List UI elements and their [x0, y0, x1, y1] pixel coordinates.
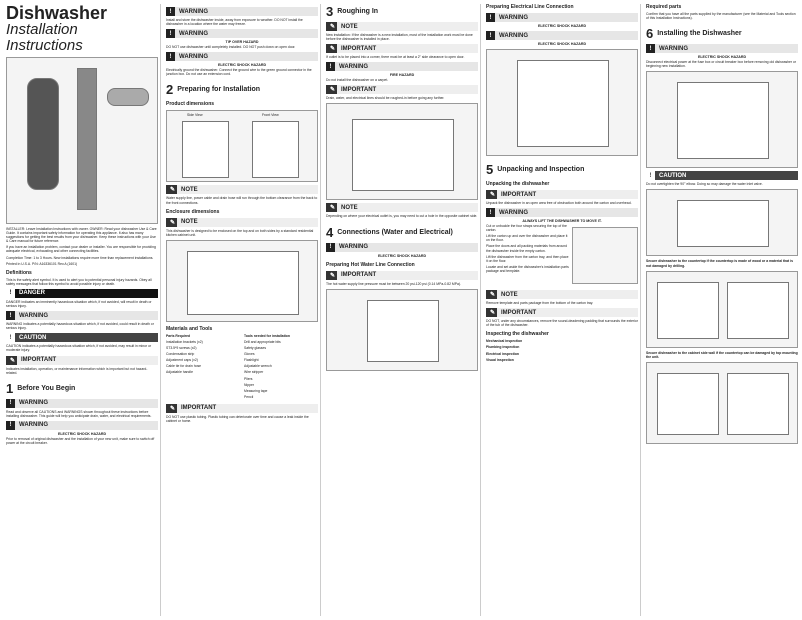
important-text: Drain, water, and electrical lines should be roughed-in before going any further. [326, 96, 445, 101]
note-banner [326, 22, 478, 31]
column-4 [486, 4, 638, 364]
section-title: Before You Begin [17, 384, 76, 392]
warning-banner [6, 421, 158, 430]
junction-box-diagram [646, 71, 798, 168]
shock-text: Disconnect electrical power at the fuse box or circuit breaker box before removing old dishwasher or beginning new installation. [646, 60, 797, 69]
section-title: Roughing In [337, 8, 379, 15]
product-dimensions-heading: Product dimensions [166, 101, 215, 108]
note-text: New installation: If the dishwasher is a new installation, most of the installation work must be done before the dishwasher is installed in place. [326, 33, 473, 42]
alert-icon: ! [326, 243, 335, 252]
caution-text: Do not overtighten the 90° elbow. Doing so may damage the water inlet valve. [646, 182, 763, 187]
step-alt-text: Secure dishwasher to the cabinet side wall if the countertop can be damaged by top mounting the unit. [646, 350, 798, 359]
important-text: Unpack the dishwasher in an open area free of obstruction both around the carton and overhead. [486, 201, 632, 205]
required-parts-text: Confirm that you have all the parts supplied by the manufacturer (see the Material and Tools section of this Installation Instructions). [646, 12, 796, 21]
list-item: Gloves [244, 352, 255, 357]
parts-heading: Parts Required [166, 333, 191, 338]
note-text: This dishwasher is designed to be enclosed on the top and on both sides by a standard residential kitchen cabinet unit. [166, 228, 314, 237]
column-divider [160, 4, 161, 616]
list-item: Condensation strip [166, 352, 195, 357]
water-connection-diagram [326, 289, 478, 371]
important-icon: ✎ [329, 272, 336, 279]
print-code: Printed in U.S.A. P/N: A16336101 Rev.A (1601) [6, 261, 78, 266]
section-number: 5 [486, 162, 494, 177]
warning-banner [646, 44, 798, 53]
important-text: If outlet is to be placed into a corner, there must be at least a 2" side clearance to open door. [326, 55, 465, 60]
warning-banner [166, 29, 318, 38]
alert-icon: ! [486, 13, 495, 22]
section-title: Preparing for Installation [177, 86, 261, 94]
list-item: Drill and appropriate bits [244, 339, 281, 344]
important-text: DO NOT use plastic tubing. Plastic tubing can deteriorate over time and cause a leak inside the cabinet or home. [166, 414, 309, 423]
important-label: IMPORTANT [21, 357, 57, 363]
danger-label: DANGER [19, 290, 46, 297]
alert-icon: ! [6, 399, 15, 408]
list-item: Wire stripper [244, 370, 264, 375]
warning-label: WARNING [19, 312, 48, 319]
section-6-heading [646, 26, 798, 41]
tools-heading: Tools needed for installation [244, 333, 290, 338]
important-label: IMPORTANT [181, 405, 217, 412]
enclosure-diagram [166, 240, 318, 322]
bracket-diagram [646, 189, 798, 256]
list-item: Lift the dishwasher from the carton tray, and then place it on the floor. [486, 254, 569, 263]
list-item: Locate and set aside the dishwasher's installation parts package and template. [486, 264, 569, 273]
list-item: Cable tie for drain hose [166, 364, 202, 369]
warning-banner [6, 399, 158, 408]
tip-over-label: TIP OVER HAZARD [225, 40, 259, 45]
section-3-heading [326, 4, 478, 19]
warning-text: Install and store the dishwasher inside, away from exposure to weather. DO NOT install the dishwasher in a location where the water may freeze. [166, 18, 303, 27]
note-text: Water supply line, power cable and drain hose will run through the bottom clearance from the back to the front connections. [166, 196, 318, 205]
caution-label: CAUTION [19, 334, 47, 341]
list-item: Adjustable handle [166, 370, 193, 375]
column-5 [646, 4, 798, 447]
important-icon: ✎ [489, 310, 496, 317]
intro-text-2: If you have an installation problem, contact your dealer or installer. You are responsible for providing adequate electrical, exhausting and other connecting facilities. [6, 245, 156, 254]
important-label: IMPORTANT [501, 309, 537, 316]
warning-banner [486, 208, 638, 217]
important-label: IMPORTANT [341, 86, 377, 93]
list-item: Measuring tape [244, 388, 268, 393]
tip-over-text: DO NOT use dishwasher until completely installed. DO NOT push down on open door. [166, 45, 296, 50]
side-mount-diagram [646, 362, 798, 444]
important-icon: ✎ [329, 46, 336, 53]
note-icon: ✎ [329, 24, 336, 30]
note-label: NOTE [341, 23, 358, 30]
shock-hazard-label: ELECTRIC SHOCK HAZARD [217, 63, 267, 68]
note-label: NOTE [181, 186, 198, 193]
column-3 [326, 4, 478, 374]
section-number: 1 [6, 380, 14, 396]
unpack-steps [486, 224, 569, 287]
note-text: Depending on where your electrical outlet is, you may need to cut a hole in the opposite cabinet side. [326, 214, 478, 219]
list-item: Place the doors and all packing materials from around the dishwasher inside the empty carton. [486, 244, 568, 253]
important-label: IMPORTANT [341, 45, 377, 52]
hot-water-heading: Preparing Hot Water Line Connection [326, 261, 415, 268]
alert-icon: ! [646, 44, 655, 53]
fire-hazard-text: Do not install the dishwasher on a carpet. [326, 78, 389, 83]
alert-icon: ! [486, 208, 495, 217]
unpack-diagram [572, 227, 638, 284]
warning-text: WARNING indicates a potentially hazardous situation which, if not avoided, could result in death or serious injury. [6, 322, 154, 331]
important-text: The hot water supply line pressure must be between 20 psi-120 psi (0.14 MPa-0.82 MPa). [326, 281, 461, 286]
warning-banner [166, 7, 318, 16]
danger-text: DANGER indicates an imminently hazardous situation which, if not avoided, will result in death or serious injury. [6, 299, 152, 309]
caution-banner [6, 333, 158, 342]
section-1-heading [6, 381, 158, 396]
note-banner [486, 290, 638, 299]
unpacking-heading: Unpacking the dishwasher [486, 181, 550, 187]
list-item: ST3.5*9 screws (x2) [166, 346, 197, 351]
important-icon: ✎ [9, 357, 16, 364]
note-icon: ✎ [169, 187, 176, 194]
unpack-steps-area [486, 224, 638, 287]
doc-subtitle-1: Installation [6, 21, 78, 38]
materials-lists [166, 334, 318, 401]
warning-label: WARNING [659, 45, 688, 52]
section-5-heading [486, 162, 638, 177]
column-1 [6, 4, 158, 447]
important-banner [486, 190, 638, 199]
rough-in-diagram [326, 103, 478, 200]
warning-banner [326, 62, 478, 71]
alert-icon: ! [646, 171, 655, 180]
list-item: Flashlight [244, 358, 259, 363]
step-4-text: Secure dishwasher to the countertop if the countertop is made of wood or a material that is not damaged by drilling. [646, 259, 793, 268]
alert-icon: ! [166, 52, 175, 61]
intro-text-1: INSTALLER: Leave Installation Instructions with owner. OWNER: Read your dishwasher Use & Care Guide. It contains important safety information for operating this appliance. It also has many suggestions for getting the best results from your dishwasher. Keep these instructions with your Use & Care manual for future reference. [6, 227, 157, 244]
warning-label: WARNING [339, 63, 368, 70]
important-banner [326, 271, 478, 280]
list-item: Pencil [244, 394, 254, 399]
inspecting-heading: Inspecting the dishwasher [486, 331, 549, 338]
important-icon: ✎ [329, 87, 336, 94]
tools-illustration [6, 57, 158, 224]
alert-icon: ! [326, 62, 335, 71]
warning-label: WARNING [179, 30, 208, 37]
important-banner [326, 85, 478, 94]
countertop-mount-diagram [646, 271, 798, 348]
note-icon: ✎ [329, 205, 336, 212]
warning-label: WARNING [339, 244, 368, 251]
note-icon: ✎ [169, 219, 176, 226]
warning-label: WARNING [499, 32, 528, 39]
warning-label: WARNING [179, 53, 208, 60]
section-number: 4 [326, 224, 334, 240]
section-number: 6 [646, 26, 654, 42]
important-icon: ✎ [489, 192, 496, 198]
alert-icon: ! [166, 29, 175, 38]
electrical-inspection-heading: Electrical inspection [486, 351, 519, 356]
section-number: 2 [166, 82, 174, 98]
list-item: Adjustment caps (x2) [166, 358, 198, 363]
parts-list [166, 334, 240, 401]
shock-hazard-label: ELECTRIC SHOCK HAZARD [537, 42, 587, 46]
important-label: IMPORTANT [341, 272, 377, 279]
front-view-label: Front View [262, 113, 279, 118]
visual-inspection-heading: Visual inspection [486, 357, 514, 362]
note-banner [166, 218, 318, 227]
dimensions-diagram [166, 110, 318, 182]
list-item: Installation brackets (x2) [166, 339, 203, 344]
section-title: Installing the Dishwasher [657, 30, 742, 38]
list-item: Lift the carton up and over the dishwasher and place it on the floor. [486, 234, 568, 243]
list-item: Pliers [244, 376, 253, 381]
important-text: DO NOT, under any circumstances, remove the sound-deadening padding that surrounds the exterior of the tub of the dishwasher. [486, 319, 638, 328]
section-2-heading [166, 82, 318, 97]
important-banner [166, 404, 318, 413]
warning-label: WARNING [179, 8, 208, 15]
definitions-heading: Definitions [6, 269, 32, 276]
note-label: NOTE [181, 219, 198, 226]
warning-banner [326, 243, 478, 252]
doc-title: Dishwasher [6, 4, 108, 23]
important-text: Indicates installation, operation, or maintenance information which is important but not hazard-related. [6, 366, 148, 375]
section-4-heading [326, 225, 478, 240]
electrical-heading: Preparing Electrical Line Connection [486, 4, 574, 10]
alert-icon: ! [6, 311, 15, 320]
note-icon: ✎ [489, 292, 496, 299]
alert-icon: ! [486, 31, 495, 40]
shock-hazard-label: ELECTRIC SHOCK HAZARD [537, 24, 587, 28]
column-divider [480, 4, 481, 616]
note-label: NOTE [501, 291, 518, 298]
important-banner [6, 356, 158, 365]
required-parts-heading: Required parts [646, 4, 682, 10]
section-title: Unpacking and Inspection [497, 166, 585, 173]
warning-banner [486, 31, 638, 40]
warning-label: WARNING [499, 209, 528, 216]
mech-inspection-heading: Mechanical inspection [486, 339, 523, 344]
shock-hazard-label: ELECTRIC SHOCK HAZARD [697, 55, 747, 60]
alert-icon: ! [6, 421, 15, 430]
note-text: Remove template and parts package from the bottom of the carton tray. [486, 301, 594, 306]
lift-warning-label: ALWAYS LIFT THE DISHWASHER TO MOVE IT. [522, 219, 602, 224]
caution-banner [646, 171, 798, 180]
column-divider [320, 4, 321, 616]
important-label: IMPORTANT [501, 191, 537, 198]
warning-banner [486, 13, 638, 22]
warning-label: WARNING [19, 422, 48, 429]
side-view-label: Side View [187, 113, 203, 118]
column-2 [166, 4, 318, 425]
alert-icon: ! [6, 289, 15, 298]
electrical-diagram [486, 49, 638, 156]
column-divider [640, 4, 641, 616]
shock-hazard-label: ELECTRIC SHOCK HAZARD [57, 431, 107, 436]
list-item: Adjustable wrench [244, 364, 272, 369]
section-number: 3 [326, 4, 334, 19]
shock-text: Electrically ground the dishwasher. Connect the ground wire to the green ground connector in the junction box. Do not use an extension cord. [166, 68, 312, 77]
materials-heading: Materials and Tools [166, 325, 213, 332]
intro-text-3: Completion Time: 1 to 3 Hours. New installations require more time than replacement installations. [6, 255, 154, 260]
warning-label: WARNING [499, 14, 528, 21]
fire-hazard-label: FIRE HAZARD [389, 73, 415, 78]
shock-text: Prior to removal of original dishwasher and the installation of your new unit, make sure to switch off power at the circuit breaker. [6, 436, 155, 445]
warning-banner [166, 52, 318, 61]
important-banner [326, 44, 478, 53]
important-banner [486, 308, 638, 317]
caution-text: CAUTION indicates a potentially hazardous situation which, if not avoided, may result in minor or moderate injury. [6, 344, 152, 353]
note-label: NOTE [341, 204, 358, 211]
list-item: Cut or unbuckle the four straps securing the top of the carton. [486, 224, 567, 233]
note-banner [326, 203, 478, 212]
enclosure-heading: Enclosure dimensions [166, 208, 220, 215]
alert-icon: ! [166, 7, 175, 16]
tools-list [244, 334, 318, 401]
shock-hazard-label: ELECTRIC SHOCK HAZARD [377, 253, 427, 258]
section-title: Connections (Water and Electrical) [337, 228, 453, 236]
list-item: Nipper [244, 382, 254, 387]
note-banner [166, 185, 318, 194]
alert-icon: ! [6, 333, 15, 342]
warning-label: WARNING [19, 400, 48, 407]
caution-label: CAUTION [659, 172, 687, 179]
definitions-text: This is the safety alert symbol. It is used to alert you to potential personal injury hazards. Obey all safety messages that follow this symbol to avoid possible injury or death. [6, 277, 152, 286]
doc-subtitle-2: Instructions [6, 37, 83, 54]
warning-text: Read and observe all CAUTIONS and WARNINGS shown throughout these instructions before installing dishwasher. This guide will help you anticipate drain, water, and electrical requirements. [6, 409, 152, 418]
danger-banner [6, 289, 158, 298]
important-icon: ✎ [169, 405, 176, 412]
warning-banner [6, 311, 158, 320]
plumbing-inspection-heading: Plumbing inspection [486, 345, 520, 350]
list-item: Safety glasses [244, 346, 267, 351]
